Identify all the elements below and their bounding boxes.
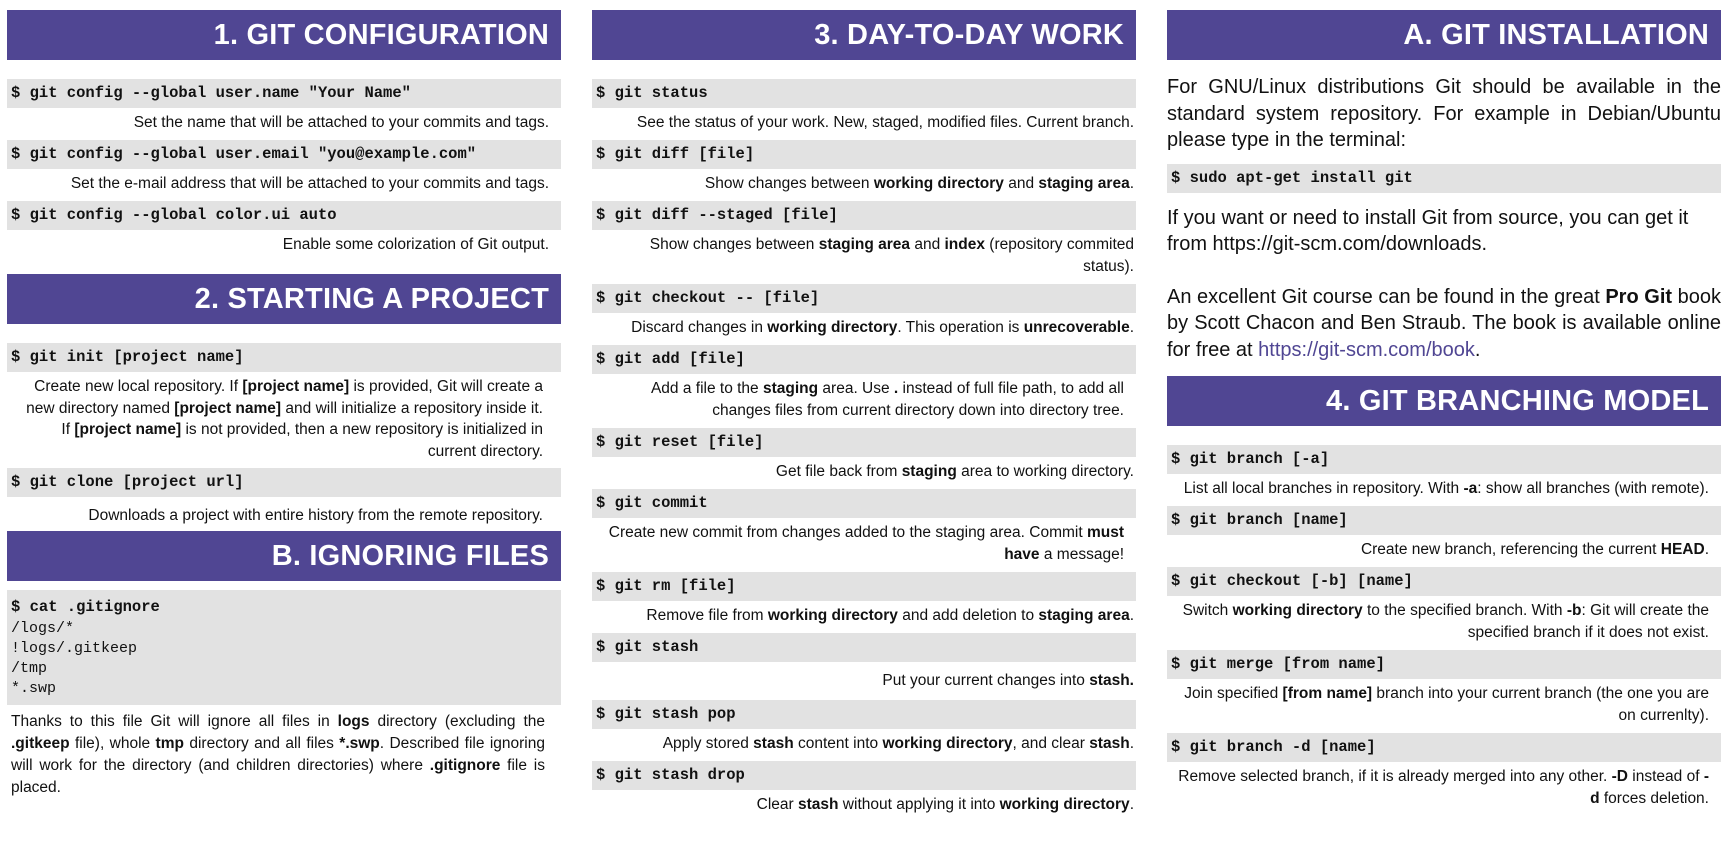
description-git-clone: Downloads a project with entire history from the remote repository. (88, 507, 543, 524)
section-title-git-installation: A. GIT INSTALLATION (1167, 10, 1721, 60)
description-git-add: Add a file to the staging area. Use . instead of full file path, to add all changes files from current directory down into directory tree. (650, 380, 1124, 419)
command-git-stash-pop: $ git stash pop (592, 700, 1136, 729)
description-git-checkout-b: Switch working directory to the specified branch. With -b: Git will create the specified branch if it does not exist. (1182, 602, 1709, 641)
description-git-stash: Put your current changes into stash. (882, 672, 1134, 689)
command-git-stash-drop: $ git stash drop (592, 761, 1136, 790)
section-title-branching-model: 4. GIT BRANCHING MODEL (1167, 376, 1721, 426)
command-git-checkout-file: $ git checkout -- [file] (592, 284, 1136, 313)
installation-intro: For GNU/Linux distributions Git should be available in the standard system repository. For example in Debian/Ubuntu please type in the terminal: (1167, 76, 1721, 151)
command-git-rm: $ git rm [file] (592, 572, 1136, 601)
installation-source: If you want or need to install Git from source, you can get it from https://git-scm.com/downloads. (1167, 206, 1689, 255)
command-git-diff: $ git diff [file] (592, 140, 1136, 169)
column-left (7, 10, 561, 799)
command-apt-get-install: $ sudo apt-get install git (1167, 164, 1721, 193)
section-title-starting-project: 2. STARTING A PROJECT (7, 274, 561, 324)
gitignore-line: !logs/.gitkeep (11, 640, 138, 657)
command-git-checkout-b: $ git checkout [-b] [name] (1167, 567, 1721, 596)
description-config-user-email: Set the e-mail address that will be attached to your commits and tags. (70, 175, 549, 192)
command-git-branch-a: $ git branch [-a] (1167, 445, 1721, 474)
pro-git-book-link[interactable]: https://git-scm.com/book (1258, 338, 1475, 361)
description-git-diff: Show changes between working directory and staging area. (704, 175, 1134, 192)
description-git-branch-d: Remove selected branch, if it is already merged into any other. -D instead of -d forces deletion. (1178, 768, 1709, 807)
section-title-git-configuration: 1. GIT CONFIGURATION (7, 10, 561, 60)
gitignore-code-block (7, 590, 561, 705)
description-git-merge: Join specified [from name] branch into your current branch (the one you are on currenlty). (1184, 685, 1709, 724)
command-git-reset: $ git reset [file] (592, 428, 1136, 457)
command-cat-gitignore: $ cat .gitignore (11, 595, 557, 619)
description-git-branch-a: List all local branches in repository. With -a: show all branches (with remote). (1183, 480, 1709, 497)
command-git-merge: $ git merge [from name] (1167, 650, 1721, 679)
description-git-reset: Get file back from staging area to working directory. (775, 463, 1134, 480)
gitignore-line: /logs/* (11, 620, 75, 637)
description-git-commit: Create new commit from changes added to the staging area. Commit must have a message! (608, 524, 1124, 563)
description-gitignore: Thanks to this file Git will ignore all files in logs directory (excluding the .gitkeep file), whole tmp directory and all files *.swp. Described file ignoring will work for the directory (and children directories) where .gitignore file is placed. (11, 713, 545, 796)
command-config-user-name: $ git config --global user.name "Your Name" (7, 79, 561, 108)
description-git-status: See the status of your work. New, staged, modified files. Current branch. (636, 114, 1134, 131)
command-config-user-email: $ git config --global user.email "you@example.com" (7, 140, 561, 169)
description-git-stash-pop: Apply stored stash content into working directory, and clear stash. (662, 735, 1134, 752)
command-git-status: $ git status (592, 79, 1136, 108)
column-middle (592, 10, 1136, 822)
section-title-ignoring-files: B. IGNORING FILES (7, 531, 561, 581)
command-git-init: $ git init [project name] (7, 343, 561, 372)
command-git-add: $ git add [file] (592, 345, 1136, 374)
column-right (1167, 10, 1721, 816)
command-git-commit: $ git commit (592, 489, 1136, 518)
command-git-branch-d: $ git branch -d [name] (1167, 733, 1721, 762)
description-git-stash-drop: Clear stash without applying it into working directory. (756, 796, 1134, 813)
description-git-diff-staged: Show changes between staging area and index (repository commited status). (649, 236, 1134, 275)
command-git-stash: $ git stash (592, 633, 1136, 662)
command-config-color: $ git config --global color.ui auto (7, 201, 561, 230)
gitignore-line: /tmp (11, 660, 48, 677)
description-git-init: Create new local repository. If [project name] is provided, Git will create a new directory named [project name] and will initialize a repository inside it. If [project name] is not provided, then a new repository is initialized in current directory. (26, 378, 543, 460)
description-git-branch-name: Create new branch, referencing the current HEAD. (1360, 541, 1709, 558)
installation-course: An excellent Git course can be found in the great Pro Git book by Scott Chacon and Ben Straub. The book is available online for free at https://git-scm.com/book. (1167, 285, 1722, 361)
description-config-color: Enable some colorization of Git output. (282, 236, 549, 253)
gitignore-line: *.swp (11, 680, 57, 697)
description-config-user-name: Set the name that will be attached to your commits and tags. (133, 114, 549, 131)
description-git-rm: Remove file from working directory and add deletion to staging area. (646, 607, 1134, 624)
command-git-branch-name: $ git branch [name] (1167, 506, 1721, 535)
section-title-day-to-day: 3. DAY-TO-DAY WORK (592, 10, 1136, 60)
command-git-diff-staged: $ git diff --staged [file] (592, 201, 1136, 230)
command-git-clone: $ git clone [project url] (7, 468, 561, 497)
description-git-checkout-file: Discard changes in working directory. This operation is unrecoverable. (631, 319, 1134, 336)
